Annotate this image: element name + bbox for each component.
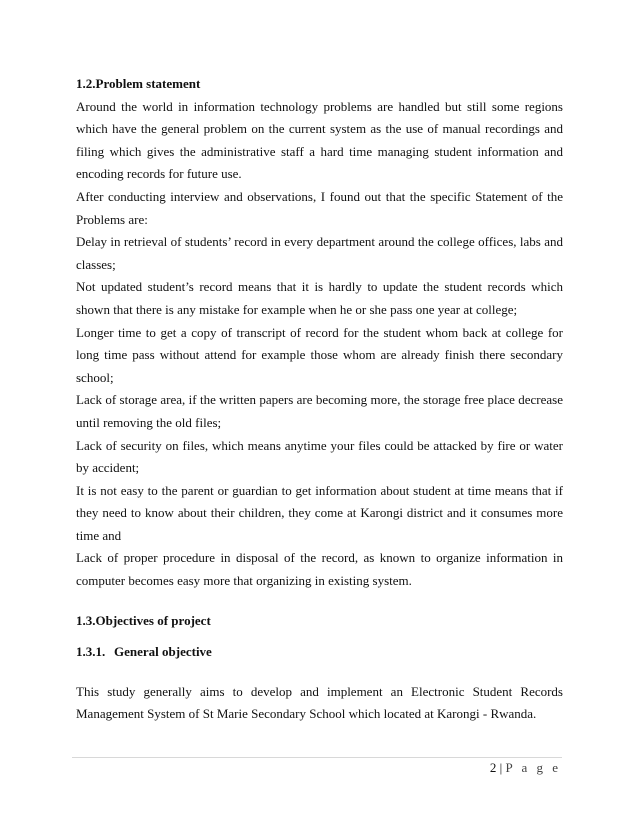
- problem-item-6: It is not easy to the parent or guardian to get information about student at time means that if they need to know about their children, they come at Karongi district and it consumes more time and: [76, 482, 563, 543]
- problem-paragraph-2: After conducting interview and observations, I found out that the specific Statement of the Problems are:: [76, 188, 563, 227]
- problem-statement-heading: 1.2.Problem statement: [76, 76, 201, 91]
- footer-divider: [72, 757, 562, 758]
- page-content: [76, 73, 563, 726]
- problem-item-4: Lack of storage area, if the written papers are becoming more, the storage free place decrease until removing the old files;: [76, 392, 563, 430]
- problem-item-5: Lack of security on files, which means anytime your files could be attacked by fire or water by accident;: [76, 437, 563, 476]
- general-objective-paragraph: This study generally aims to develop and implement an Electronic Student Records Management System of St Marie Secondary School which located at Karongi - Rwanda.: [76, 683, 563, 722]
- problem-item-3: Longer time to get a copy of transcript of record for the student whom back at college for long time pass without attend for example those whom are already finish there secondary school;: [76, 324, 563, 385]
- problem-item-1: Delay in retrieval of students’ record in every department around the college offices, labs and classes;: [76, 234, 563, 272]
- page-footer: [490, 760, 561, 776]
- page-label: P a g e: [505, 760, 561, 775]
- problem-paragraph-1: Around the world in information technology problems are handled but still some regions which have the general problem on the current system as the use of manual recordings and filing which gives the administrative staff a hard time managing student information and encoding records for future use.: [76, 98, 563, 182]
- general-objective-number: 1.3.1.: [76, 644, 106, 660]
- problem-item-2: Not updated student’s record means that it is hardly to update the student records which shown that there is any mistake for example when he or she pass one year at college;: [76, 279, 563, 317]
- objectives-heading: 1.3.Objectives of project: [76, 612, 211, 628]
- footer-separator: |: [499, 760, 503, 775]
- general-objective-heading: [76, 641, 563, 664]
- problem-item-7: Lack of proper procedure in disposal of the record, as known to organize information in computer becomes easy more that organizing in existing system.: [76, 550, 563, 589]
- page-number: 2: [489, 760, 497, 775]
- general-objective-title: General objective: [114, 644, 212, 660]
